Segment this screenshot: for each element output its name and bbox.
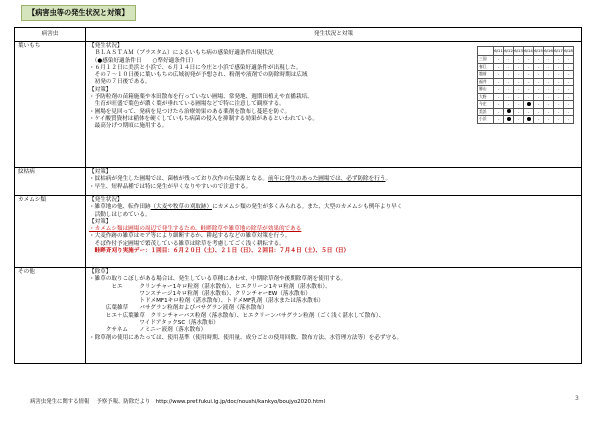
detail-line: ・除草剤の使用にあたっては、使用基準（使用時期、使用量、成分ごとの使用回数、散布方法、水管理方法等）を必ず守る。 [89,334,403,341]
no-condition-mark: - [514,101,524,109]
filled-dot-icon [507,109,511,113]
table-row [15,268,582,364]
detail-line: 広葉雑草 バサグラン粒剤およびバサグラン液剤（落水散布） [89,305,268,312]
blast-region-name: 美浜 [478,108,494,116]
no-condition-mark: - [514,116,524,124]
no-condition-mark: - [504,78,514,86]
infection-favorable-mark [504,108,514,116]
header-pest: 病害虫 [15,28,86,42]
no-condition-mark: - [564,56,574,64]
pest-detail [86,268,582,364]
blast-region-row [478,101,574,109]
no-condition-mark: - [524,108,534,116]
no-condition-mark: - [564,108,574,116]
no-condition-mark: - [534,63,544,71]
no-condition-mark: - [554,108,564,116]
detail-line: 【除草】 [89,269,112,275]
levee-mowing-days: 畦畔斉刈り実施デー：１回目：６月２０日（土）、２１日（日）、２回目：７月４日（土）、５日（日） [89,248,350,255]
no-condition-mark: - [494,101,504,109]
detail-line: ヒエ＋広葉雑草 クリンチャーバス粒剤（落水散布）、ヒエクリーンバサグラン粒剤（ごく浅く湛水して散布）、 [89,312,385,319]
infection-favorable-mark [524,116,534,124]
no-condition-mark: - [524,78,534,86]
no-condition-mark: - [554,63,564,71]
pest-name: その他 [15,268,86,364]
infection-favorable-mark [504,116,514,124]
filled-dot-icon [527,117,531,121]
table-header-row [15,28,582,42]
detail-line: 【発生状況】 [89,197,123,203]
blast-corner [478,47,494,56]
blast-day: 6/17 [554,47,564,56]
no-condition-mark: - [564,116,574,124]
blast-region-name: 春江 [478,63,494,71]
no-condition-mark: - [524,71,534,79]
no-condition-mark: - [494,78,504,86]
no-condition-mark: - [504,63,514,71]
no-condition-mark: - [504,56,514,64]
blast-region-name: 大野 [478,93,494,101]
no-condition-mark: - [544,63,554,71]
blast-region-row [478,71,574,79]
no-condition-mark: - [494,93,504,101]
no-condition-mark: - [554,86,564,94]
no-condition-mark: - [554,101,564,109]
no-condition-mark: - [494,56,504,64]
detail-line: 最高分げつ期頃に施用する。 [89,123,168,130]
no-condition-mark: - [554,78,564,86]
no-condition-mark: - [524,93,534,101]
no-condition-mark: - [544,116,554,124]
no-condition-mark: - [514,63,524,71]
table-row [15,168,582,196]
no-condition-mark: - [534,78,544,86]
detail-line-red: ・カメムシ類は圃場の周辺で発生するため、畦畔除草や雑草地の除草が効果的である [89,226,302,233]
pest-detail [86,168,582,196]
blast-region-row [478,78,574,86]
pest-name: カメムシ類 [15,196,86,268]
no-condition-mark: - [544,93,554,101]
no-condition-mark: - [544,78,554,86]
no-condition-mark: - [534,86,544,94]
filled-dot-icon [507,117,511,121]
detail-line: 【対策】 [89,169,112,175]
no-condition-mark: - [494,71,504,79]
section-title: 【病害虫等の発生状況と対策】 [21,5,136,21]
detail-line: 生育が旺盛で葉色が濃く葉が垂れている圃場などで特に注意して観察する。 [89,101,285,108]
no-condition-mark: - [494,86,504,94]
blast-day: 6/14 [524,47,534,56]
no-condition-mark: - [564,93,574,101]
blast-region-name: 今庄 [478,101,494,109]
no-condition-mark: - [564,86,574,94]
no-condition-mark: - [544,71,554,79]
no-condition-mark: - [514,71,524,79]
detail-line: ワンステージ1キロ粒剤（湛水散布）、クリンチャーEW（落水散布） [89,290,311,297]
no-condition-mark: - [544,86,554,94]
page-number: 3 [575,395,579,402]
no-condition-mark: - [504,101,514,109]
no-condition-mark: - [524,56,534,64]
no-condition-mark: - [554,56,564,64]
pest-status-table [14,27,582,364]
no-condition-mark: - [514,108,524,116]
detail-line: （●感染好適条件日 ○準好適条件日） [89,57,197,64]
blast-header-row [478,47,574,56]
no-condition-mark: - [554,93,564,101]
no-condition-mark: - [544,108,554,116]
blast-region-row [478,116,574,124]
detail-line: ・雑草の取りこぼしがある場合は、発生している草種にあわせ、中期除草剤や後期除草剤を使用する。 [89,276,347,283]
no-condition-mark: - [504,71,514,79]
table-row [15,196,582,268]
blastam-status-table [477,46,574,124]
blast-body [478,56,574,124]
detail-line: トドメMF1キロ粒剤（湛水散布）、トドメMF乳剤（湛水または落水散布） [89,298,324,305]
detail-line: 【対策】 [89,218,112,225]
detail-line: 【対策】 [89,86,112,93]
no-condition-mark: - [524,86,534,94]
detail-line: 初発の７日後である。 [89,79,151,86]
no-condition-mark: - [534,108,544,116]
no-condition-mark: - [504,86,514,94]
detail-line: ・ケイ酸質資材は稲体を硬くしていもち病菌の侵入を抑制する効果があるといわれている。 [89,115,318,122]
table-row [15,42,582,168]
detail-line: ・大麦作跡の雑草はモア等により細断するか、耕起するなどの雑草対策を行う。 [89,233,291,240]
blast-day: 6/12 [504,47,514,56]
blast-day: 6/13 [514,47,524,56]
no-condition-mark: - [514,56,524,64]
detail-line: ワイドアタックSC（落水散布） [89,320,219,327]
detail-line: ・紋枯病が発生した圃場では、菌核が残っており次作の伝染源となる。前年に発生のあった圃場では、必ず防除を行う。 [89,176,392,183]
detail-line: ・圃場を見回って、発病を見つけたら治療効果のある薬剤を散布し蔓延を防ぐ。 [89,108,291,115]
pest-detail [86,42,582,168]
no-condition-mark: - [504,93,514,101]
blast-day: 6/18 [564,47,574,56]
blast-day: 6/15 [534,47,544,56]
detail-line: ・早生、短稈品種では特に発生が早くなりやすいので注意する。 [89,183,252,190]
detail-line: ・雑草地の他、転作田跡（大麦や牧草の刈取跡）にカメムシ類の発生が多くみられる。また、大型のカメムシも例年より早く [89,204,403,211]
no-condition-mark: - [544,101,554,109]
blast-day: 6/11 [494,47,504,56]
no-condition-mark: - [534,56,544,64]
no-condition-mark: - [564,63,574,71]
no-condition-mark: - [524,63,534,71]
detail-line: そば作付予定圃場で繁茂している雑草は除草を考慮してごく浅く耕耘する。 [89,240,285,247]
detail-line: ・予防粒剤の苗箱施薬や本田散布を行っていない圃場、常発地、週期田植えや直播栽培、 [89,94,313,101]
blast-region-row [478,86,574,94]
pest-detail [86,196,582,268]
no-condition-mark: - [494,108,504,116]
detail-line: クサネム ノミニー液剤（落水散布） [89,327,207,334]
header-status: 発生状況と対策 [86,28,582,42]
no-condition-mark: - [534,101,544,109]
detail-line: 【発生状況】 [89,43,123,49]
blast-region-name: 越前 [478,71,494,79]
no-condition-mark: - [514,78,524,86]
detail-line: 活動しはじめている。 [89,211,151,218]
leaf-blast-block [89,43,578,131]
blast-region-name: 三国 [478,56,494,64]
no-condition-mark: - [494,63,504,71]
blast-region-name: 勝山 [478,86,494,94]
no-condition-mark: - [514,86,524,94]
pest-name: 葉いもち [15,42,86,168]
detail-line: ・６月１２日に美浜と小浜で、６月１４日に今庄と小浜で感染好適条件が出現した。 [89,64,302,71]
infection-favorable-mark [524,101,534,109]
filled-dot-icon [527,102,531,106]
blast-region-row [478,108,574,116]
blast-region-row [478,93,574,101]
no-condition-mark: - [534,71,544,79]
no-condition-mark: - [534,116,544,124]
blast-region-row [478,56,574,64]
footer-info: 病害虫発生に関する情報 予察予報、防除だより http://www.pref.fukui.lg.jp/doc/noushi/kankyo/boujyo2020.html [30,399,325,405]
detail-line: その７〜１０日後に葉いもちの広域初発が予想され、粉剤や液剤での防除時期は広域 [89,72,308,79]
no-condition-mark: - [554,116,564,124]
no-condition-mark: - [564,71,574,79]
pest-name: 紋枯病 [15,168,86,196]
no-condition-mark: - [534,93,544,101]
no-condition-mark: - [564,78,574,86]
blast-region-name: 小浜 [478,116,494,124]
no-condition-mark: - [544,56,554,64]
blast-day: 6/16 [544,47,554,56]
no-condition-mark: - [564,101,574,109]
detail-line: ヒエ クリンチャー1キロ粒剤（湛水散布）、ヒエクリーン1キロ粒剤（湛水散布）、 [89,283,331,290]
no-condition-mark: - [554,71,564,79]
no-condition-mark: - [514,93,524,101]
no-condition-mark: - [494,116,504,124]
blast-region-name: 福井 [478,78,494,86]
blast-region-row [478,63,574,71]
detail-line: ＢＬＡＳＴＡＭ（ブラスタム）によるいもち病の感染好適条件出現状況 [89,50,274,57]
